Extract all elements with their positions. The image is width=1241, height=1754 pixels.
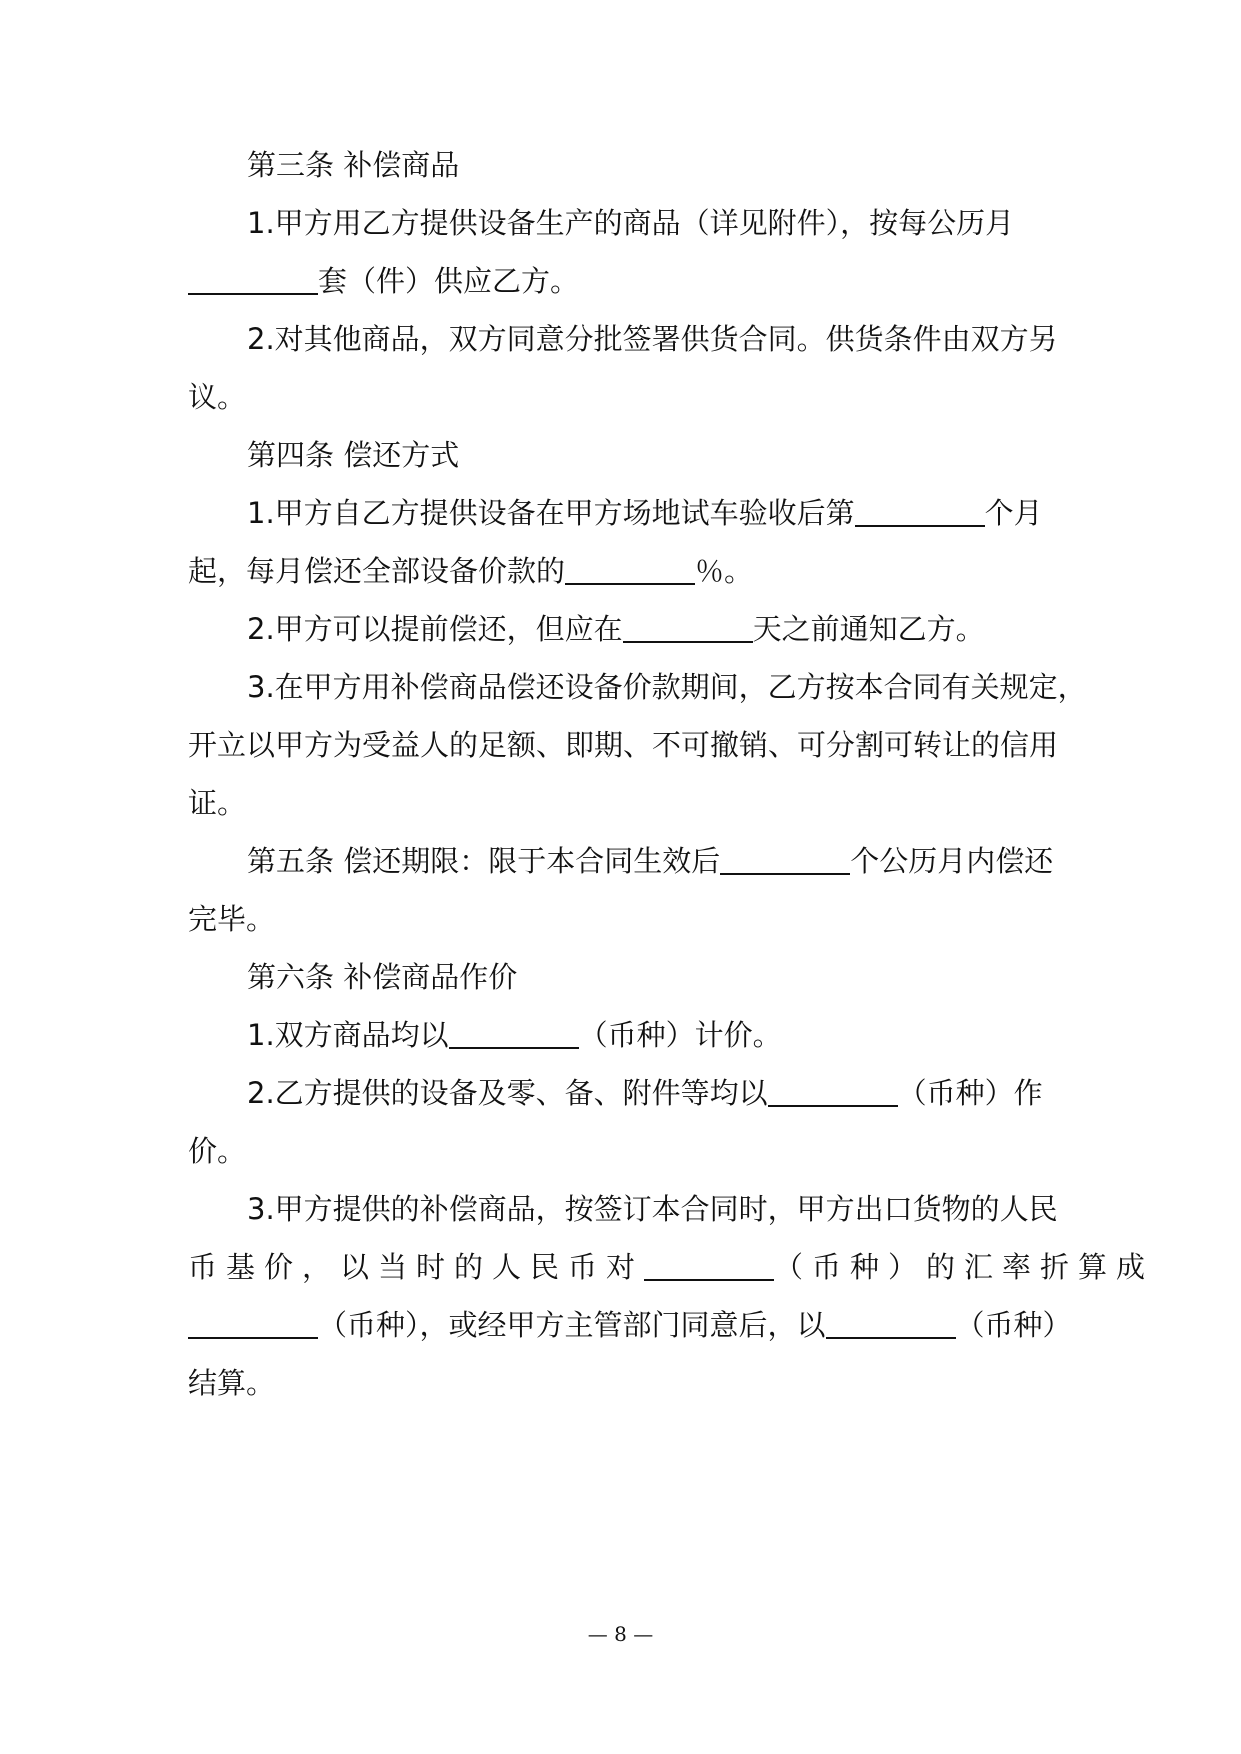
article-3-heading: 第三条 补偿商品: [247, 148, 460, 182]
article-4-clause-1-line-1: [247, 493, 1117, 533]
fill-in-blank[interactable]: [644, 1249, 774, 1281]
fill-in-blank[interactable]: [449, 1017, 579, 1049]
text-fragment: 1.双方商品均以: [247, 1018, 449, 1052]
article-6-clause-1: [247, 1015, 1117, 1055]
text-fragment: （币种）作: [897, 1076, 1043, 1110]
article-6-clause-3-line-2: [188, 1247, 1155, 1287]
fill-in-blank[interactable]: [188, 263, 318, 295]
fill-in-blank[interactable]: [188, 1307, 318, 1339]
text-fragment: 币基价，以当时的人民币对: [188, 1250, 645, 1284]
article-5-line-2: 完毕。: [188, 902, 276, 936]
page-number: — 8 —: [587, 1622, 654, 1646]
text-fragment: 个公历月内偿还: [850, 844, 1054, 878]
article-4-clause-2: [247, 609, 1117, 649]
article-3-clause-1-line-1: 1.甲方用乙方提供设备生产的商品（详见附件），按每公历月: [247, 206, 1015, 240]
text-fragment: 天之前通知乙方。: [752, 612, 985, 646]
article-4-clause-3-line-3: 证。: [188, 786, 247, 820]
fill-in-blank[interactable]: [623, 611, 753, 643]
article-4-clause-3-line-2: 开立以甲方为受益人的足额、即期、不可撤销、可分割可转让的信用: [188, 728, 1059, 762]
article-6-clause-3-line-3: [188, 1305, 1072, 1345]
text-fragment: 2.甲方可以提前偿还，但应在: [247, 612, 623, 646]
article-5-heading: [247, 841, 1117, 881]
fill-in-blank[interactable]: [855, 495, 985, 527]
text-fragment: 2.乙方提供的设备及零、备、附件等均以: [247, 1076, 768, 1110]
fill-in-blank[interactable]: [565, 553, 695, 585]
text-fragment: 1.甲方自乙方提供设备在甲方场地试车验收后第: [247, 496, 855, 530]
article-6-clause-2-line-1: [247, 1073, 1117, 1113]
article-4-clause-1-line-2: [188, 551, 1058, 591]
article-3-clause-1-line-2: [188, 261, 1058, 301]
text-fragment: 第五条 偿还期限：限于本合同生效后: [247, 844, 721, 878]
article-6-clause-2-line-2: 价。: [188, 1134, 247, 1168]
article-6-clause-3-line-1: 3.甲方提供的补偿商品，按签订本合同时，甲方出口货物的人民: [247, 1192, 1058, 1226]
article-4-clause-3-line-1: 3.在甲方用补偿商品偿还设备价款期间，乙方按本合同有关规定，: [247, 670, 1087, 704]
text-fragment: （币种），或经甲方主管部门同意后，以: [318, 1308, 826, 1342]
fill-in-blank[interactable]: [768, 1075, 898, 1107]
article-4-heading: 第四条 偿还方式: [247, 438, 460, 472]
text-fragment: ％。: [695, 554, 754, 588]
fill-in-blank[interactable]: [720, 843, 850, 875]
fill-in-blank[interactable]: [826, 1307, 956, 1339]
article-3-clause-2-line-1: 2.对其他商品，双方同意分批签署供货合同。供货条件由双方另: [247, 322, 1058, 356]
article-6-clause-3-line-4: 结算。: [188, 1366, 276, 1400]
text-fragment: （币种）计价。: [578, 1018, 782, 1052]
text-fragment: （币种）: [955, 1308, 1072, 1342]
article-6-heading: 第六条 补偿商品作价: [247, 960, 518, 994]
text-fragment: 起，每月偿还全部设备价款的: [188, 554, 566, 588]
text-fragment: 套（件）供应乙方。: [318, 264, 580, 298]
text-fragment: 个月: [984, 496, 1043, 530]
article-3-clause-2-line-2: 议。: [188, 380, 247, 414]
text-fragment: （币种）的汇率折算成: [774, 1250, 1155, 1284]
